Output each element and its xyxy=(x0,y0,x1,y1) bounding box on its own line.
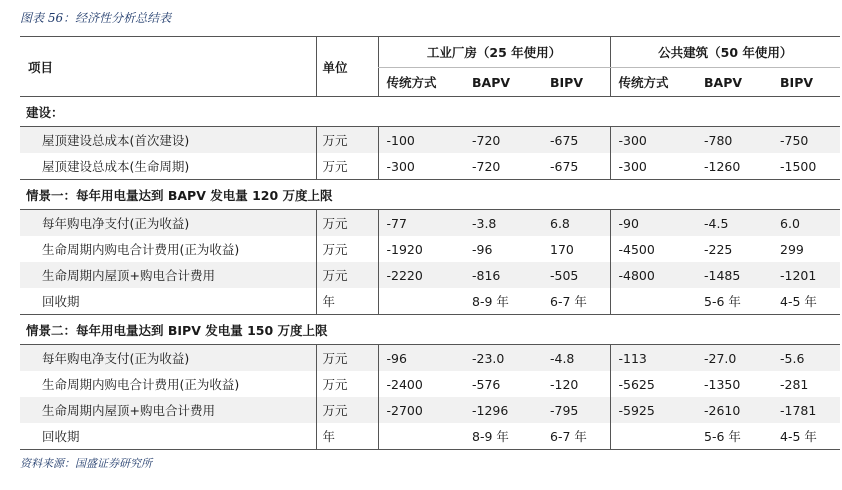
table-cell: -1920 xyxy=(378,236,464,262)
table-cell: -4500 xyxy=(610,236,696,262)
table-cell: 6.8 xyxy=(542,210,610,237)
table-cell xyxy=(610,423,696,450)
table-cell: -1781 xyxy=(772,397,840,423)
table-cell: -2400 xyxy=(378,371,464,397)
table-cell: -23.0 xyxy=(464,345,542,372)
table-cell: -300 xyxy=(610,153,696,180)
table-row xyxy=(20,127,840,154)
table-row xyxy=(20,236,840,262)
row-unit: 年 xyxy=(316,423,378,450)
table-cell: -281 xyxy=(772,371,840,397)
table-row xyxy=(20,397,840,423)
header-sub: BAPV xyxy=(696,68,772,97)
table-cell: 170 xyxy=(542,236,610,262)
table-cell: -5625 xyxy=(610,371,696,397)
table-row xyxy=(20,153,840,180)
table-cell: 5-6 年 xyxy=(696,423,772,450)
table-cell: 6-7 年 xyxy=(542,423,610,450)
table-cell: -1485 xyxy=(696,262,772,288)
header-sub: 传统方式 xyxy=(610,68,696,97)
table-row xyxy=(20,423,840,450)
table-cell: -576 xyxy=(464,371,542,397)
table-cell: -2610 xyxy=(696,397,772,423)
row-label: 屋顶建设总成本(生命周期) xyxy=(20,153,316,180)
table-cell xyxy=(378,288,464,315)
table-cell: -96 xyxy=(464,236,542,262)
table-cell: 8-9 年 xyxy=(464,423,542,450)
row-label: 回收期 xyxy=(20,288,316,315)
table-cell: -675 xyxy=(542,153,610,180)
table-cell: -1260 xyxy=(696,153,772,180)
header-sub: BIPV xyxy=(542,68,610,97)
table-row xyxy=(20,210,840,237)
table-cell: -4800 xyxy=(610,262,696,288)
table-row xyxy=(20,288,840,315)
section-title: 建设： xyxy=(20,97,840,127)
table-cell: -4.5 xyxy=(696,210,772,237)
table-cell: -300 xyxy=(378,153,464,180)
table-cell: 4-5 年 xyxy=(772,423,840,450)
table-cell: -3.8 xyxy=(464,210,542,237)
table-cell: -77 xyxy=(378,210,464,237)
row-unit: 万元 xyxy=(316,371,378,397)
table-cell: 4-5 年 xyxy=(772,288,840,315)
table-cell: -5925 xyxy=(610,397,696,423)
row-label: 生命周期内屋顶+购电合计费用 xyxy=(20,397,316,423)
table-cell: -1350 xyxy=(696,371,772,397)
header-group-industrial: 工业厂房（25 年使用） xyxy=(378,37,610,68)
table-cell: -2220 xyxy=(378,262,464,288)
table-cell: -675 xyxy=(542,127,610,154)
row-label: 生命周期内购电合计费用(正为收益) xyxy=(20,236,316,262)
table-cell: -1500 xyxy=(772,153,840,180)
table-cell: -720 xyxy=(464,153,542,180)
table-cell: -720 xyxy=(464,127,542,154)
table-cell: -816 xyxy=(464,262,542,288)
table-cell xyxy=(610,288,696,315)
row-label: 每年购电净支付(正为收益) xyxy=(20,345,316,372)
row-unit: 万元 xyxy=(316,153,378,180)
header-sub: BIPV xyxy=(772,68,840,97)
table-cell: -795 xyxy=(542,397,610,423)
table-cell xyxy=(378,423,464,450)
table-cell: -90 xyxy=(610,210,696,237)
table-cell: 8-9 年 xyxy=(464,288,542,315)
row-label: 每年购电净支付(正为收益) xyxy=(20,210,316,237)
table-cell: 299 xyxy=(772,236,840,262)
table-cell: 6-7 年 xyxy=(542,288,610,315)
table-cell: -1296 xyxy=(464,397,542,423)
section-title: 情景二：每年用电量达到 BIPV 发电量 150 万度上限 xyxy=(20,315,840,345)
header-sub: BAPV xyxy=(464,68,542,97)
header-unit: 单位 xyxy=(316,37,378,97)
table-cell: -96 xyxy=(378,345,464,372)
table-caption: 图表 56：经济性分析总结表 xyxy=(20,11,172,25)
table-cell: -100 xyxy=(378,127,464,154)
economic-analysis-table xyxy=(20,36,840,450)
table-cell: -750 xyxy=(772,127,840,154)
table-cell: -4.8 xyxy=(542,345,610,372)
table-cell: -225 xyxy=(696,236,772,262)
table-row xyxy=(20,345,840,372)
row-unit: 万元 xyxy=(316,236,378,262)
table-cell: -2700 xyxy=(378,397,464,423)
row-label: 回收期 xyxy=(20,423,316,450)
header-item: 项目 xyxy=(20,37,316,97)
section-title: 情景一：每年用电量达到 BAPV 发电量 120 万度上限 xyxy=(20,180,840,210)
table-cell: -5.6 xyxy=(772,345,840,372)
source-note: 资料来源：国盛证券研究所 xyxy=(20,457,152,470)
row-unit: 万元 xyxy=(316,345,378,372)
table-cell: -300 xyxy=(610,127,696,154)
row-unit: 万元 xyxy=(316,127,378,154)
table-row xyxy=(20,262,840,288)
row-label: 生命周期内屋顶+购电合计费用 xyxy=(20,262,316,288)
row-label: 生命周期内购电合计费用(正为收益) xyxy=(20,371,316,397)
table-cell: -27.0 xyxy=(696,345,772,372)
row-unit: 万元 xyxy=(316,397,378,423)
header-sub: 传统方式 xyxy=(378,68,464,97)
table-cell: -113 xyxy=(610,345,696,372)
table-cell: -1201 xyxy=(772,262,840,288)
table-cell: -505 xyxy=(542,262,610,288)
row-label: 屋顶建设总成本(首次建设) xyxy=(20,127,316,154)
table-cell: 5-6 年 xyxy=(696,288,772,315)
row-unit: 万元 xyxy=(316,262,378,288)
row-unit: 万元 xyxy=(316,210,378,237)
table-row xyxy=(20,371,840,397)
table-cell: -780 xyxy=(696,127,772,154)
row-unit: 年 xyxy=(316,288,378,315)
table-cell: -120 xyxy=(542,371,610,397)
header-group-public: 公共建筑（50 年使用） xyxy=(610,37,840,68)
table-cell: 6.0 xyxy=(772,210,840,237)
